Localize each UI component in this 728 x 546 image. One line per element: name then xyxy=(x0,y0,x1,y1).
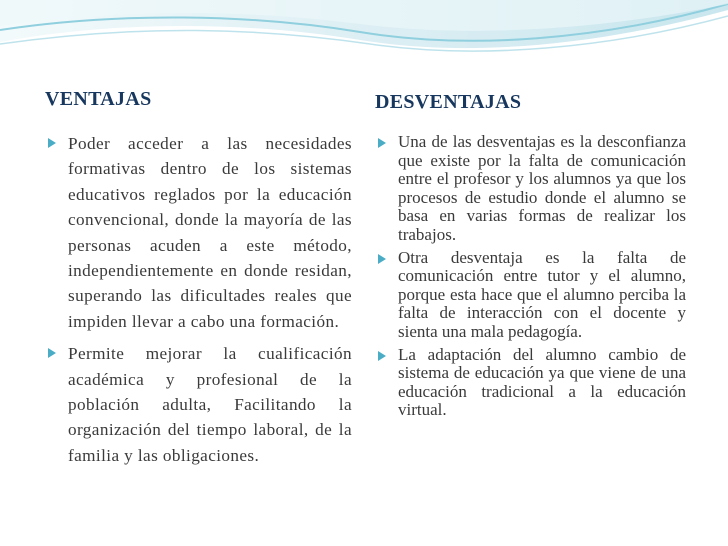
ventajas-heading: VENTAJAS xyxy=(45,88,152,110)
ventajas-item-text: Poder acceder a las necesidades formativas dentro de los sistemas educativos reglados por la educación convencional, donde la mayoría de las personas acuden a este método, independientemente en donde residan, superando las dificultades reales que impiden llevar a cabo una formación. xyxy=(68,134,352,331)
triangle-bullet-icon xyxy=(378,351,386,361)
top-wave-decoration xyxy=(0,0,728,80)
ventajas-item xyxy=(48,131,352,334)
triangle-bullet-icon xyxy=(378,254,386,264)
desventajas-item-text: Una de las desventajas es la desconfianza que existe por la falta de comunicación entre el profesor y los alumnos ya que los procesos de estudio donde el alumno se basa en varias formas de realizar los trabajos. xyxy=(398,132,686,244)
desventajas-heading: DESVENTAJAS xyxy=(375,91,522,113)
desventajas-item xyxy=(378,249,686,342)
triangle-bullet-icon xyxy=(48,138,56,148)
desventajas-item-text: La adaptación del alumno cambio de sistema de educación ya que viene de una educación tradicional a la educación virtual. xyxy=(398,344,686,420)
desventajas-item-text: Otra desventaja es la falta de comunicación entre tutor y el alumno, porque esta hace que el alumno perciba la falta de interacción con el docente y sienta una mala pedagogía. xyxy=(398,247,686,341)
desventajas-item xyxy=(378,133,686,245)
desventajas-list xyxy=(378,133,686,420)
ventajas-item-text: Permite mejorar la cualificación académica y profesional de la población adulta, Facilitando la organización del tiempo laboral, de la familia y las obligaciones. xyxy=(68,344,352,465)
triangle-bullet-icon xyxy=(48,348,56,358)
desventajas-item xyxy=(378,346,686,420)
ventajas-list xyxy=(48,131,352,468)
ventajas-item xyxy=(48,341,352,468)
triangle-bullet-icon xyxy=(378,138,386,148)
